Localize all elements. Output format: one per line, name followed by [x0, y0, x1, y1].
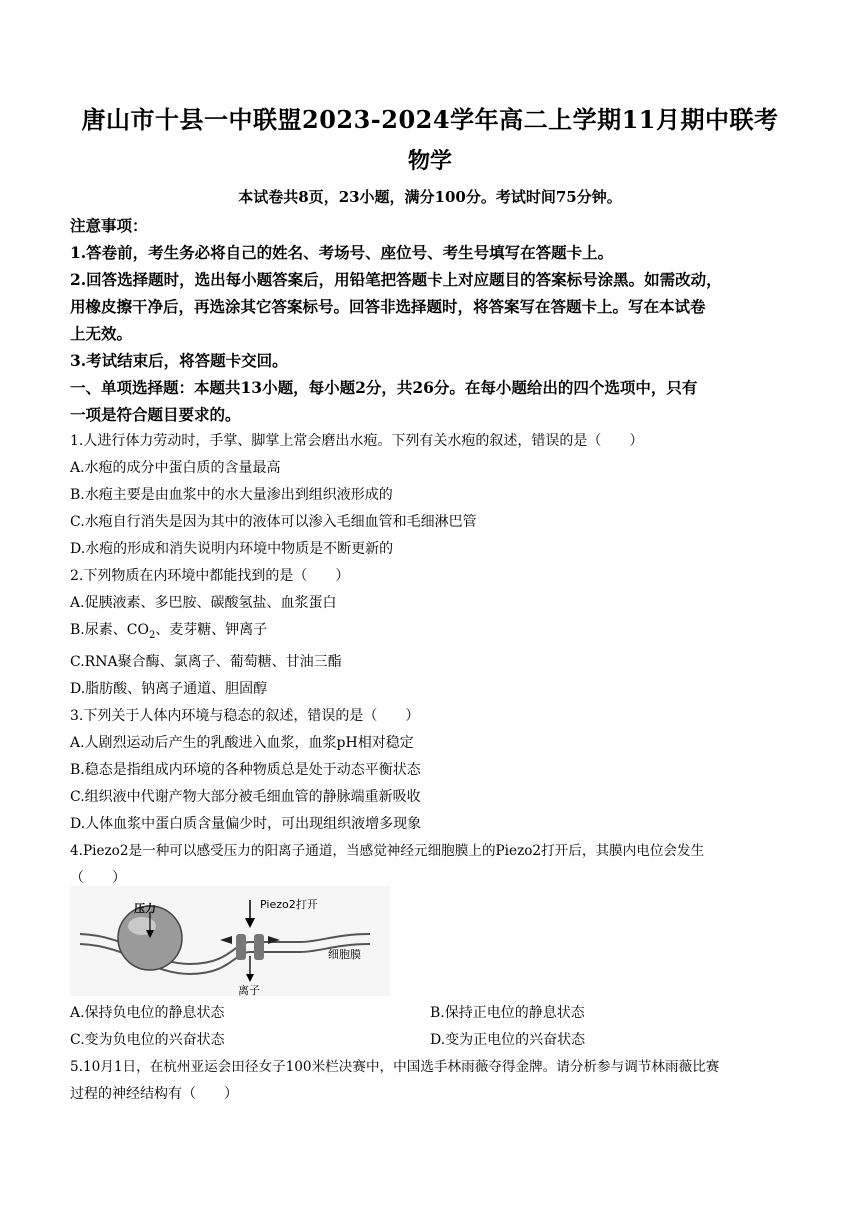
- q3-stem: 3.下列关于人体内环境与稳态的叙述，错误的是（ ）: [70, 707, 420, 724]
- note-2-line-2: 用橡皮擦干净后，再选涂其它答案标号。回答非选择题时，将答案写在答题卡上。写在本试卷: [70, 297, 706, 316]
- note-1: 1.答卷前，考生务必将自己的姓名、考场号、座位号、考生号填写在答题卡上。: [70, 243, 614, 262]
- q4-option-a: A.保持负电位的静息状态: [70, 1005, 225, 1021]
- q2-option-a: A.促胰液素、多巴胺、碳酸氢盐、血浆蛋白: [70, 595, 337, 611]
- q2-option-b-sub: 2: [148, 629, 156, 641]
- exam-title: 唐山市十县一中联盟2023-2024学年高二上学期11月期中联考: [81, 105, 779, 134]
- q3-option-d: D.人体血浆中蛋白质含量偏少时，可出现组织液增多现象: [70, 815, 422, 832]
- q3-option-a: A.人剧烈运动后产生的乳酸进入血浆，血浆pH相对稳定: [70, 734, 414, 751]
- notes-heading: 注意事项：: [70, 216, 148, 235]
- section-1-heading-line-2: 一项是符合题目要求的。: [70, 405, 241, 424]
- channel-right: [254, 934, 264, 960]
- q4-options-row-2: [70, 1027, 790, 1054]
- exam-subject: 物学: [407, 148, 452, 174]
- channel-left: [236, 934, 246, 960]
- q1-stem: 1.人进行体力劳动时，手掌、脚掌上常会磨出水疱。下列有关水疱的叙述，错误的是（ ）: [70, 433, 644, 449]
- q1-option-c: C.水疱自行消失是因为其中的液体可以渗入毛细血管和毛细淋巴管: [70, 514, 477, 530]
- q5-stem-line-2: 过程的神经结构有（ ）: [70, 1086, 238, 1102]
- q4-stem-line-2: （ ）: [70, 869, 126, 886]
- q2-option-d: D.脂肪酸、钠离子通道、胆固醇: [70, 680, 268, 697]
- exam-info: 本试卷共8页，23小题，满分100分。考试时间75分钟。: [238, 188, 622, 206]
- q2-option-b-post: 、麦芽糖、钾离子: [155, 622, 268, 638]
- q1-option-b: B.水疱主要是由血浆中的水大量渗出到组织液形成的: [70, 487, 393, 503]
- q1-option-a: A.水疱的成分中蛋白质的含量最高: [70, 460, 281, 476]
- q2-option-b: [70, 617, 790, 649]
- q2-option-b-pre: B.尿素、CO: [70, 622, 149, 638]
- q4-stem-line-1: 4.Piezo2是一种可以感受压力的阳离子通道，当感觉神经元细胞膜上的Piezo2打开后，其膜内电位会发生: [70, 842, 705, 859]
- note-2-line-1: 2.回答选择题时，选出每小题答案后，用铅笔把答题卡上对应题目的答案标号涂黑。如需改动，: [70, 270, 722, 289]
- q1-option-d: D.水疱的形成和消失说明内环境中物质是不断更新的: [70, 541, 394, 557]
- q4-option-b: B.保持正电位的静息状态: [430, 1005, 585, 1021]
- q3-option-b: B.稳态是指组成内环境的各种物质总是处于动态平衡状态: [70, 761, 421, 778]
- q4-options-row-1: [70, 1000, 790, 1027]
- section-1-heading-line-1: 一、单项选择题：本题共13小题，每小题2分，共26分。在每小题给出的四个选项中，只有: [70, 378, 698, 397]
- label-ion: 离子: [238, 984, 260, 996]
- q4-option-c: C.变为负电位的兴奋状态: [70, 1032, 225, 1048]
- questions-block: [70, 428, 790, 892]
- q3-option-c: C.组织液中代谢产物大部分被毛细血管的静脉端重新吸收: [70, 788, 421, 805]
- piezo2-diagram: [70, 886, 390, 996]
- q2-option-c: C.RNA聚合酶、氯离子、葡萄糖、甘油三酯: [70, 653, 342, 670]
- notes-block: [70, 212, 790, 428]
- q5-stem-line-1: 5.10月1日，在杭州亚运会田径女子100米栏决赛中，中国选手林雨薇夺得金牌。请分析参与调节林雨薇比赛: [70, 1059, 720, 1075]
- q4-options-and-q5: [70, 1000, 790, 1108]
- label-membrane: 细胞膜: [328, 948, 361, 961]
- label-piezo-open: Piezo2打开: [260, 898, 318, 911]
- q4-option-d: D.变为正电位的兴奋状态: [430, 1032, 586, 1048]
- note-3: 3.考试结束后，将答题卡交回。: [70, 351, 288, 370]
- q2-stem: 2.下列物质在内环境中都能找到的是（ ）: [70, 568, 350, 584]
- note-2-line-3: 上无效。: [70, 324, 133, 343]
- label-pressure: 压力: [134, 902, 156, 915]
